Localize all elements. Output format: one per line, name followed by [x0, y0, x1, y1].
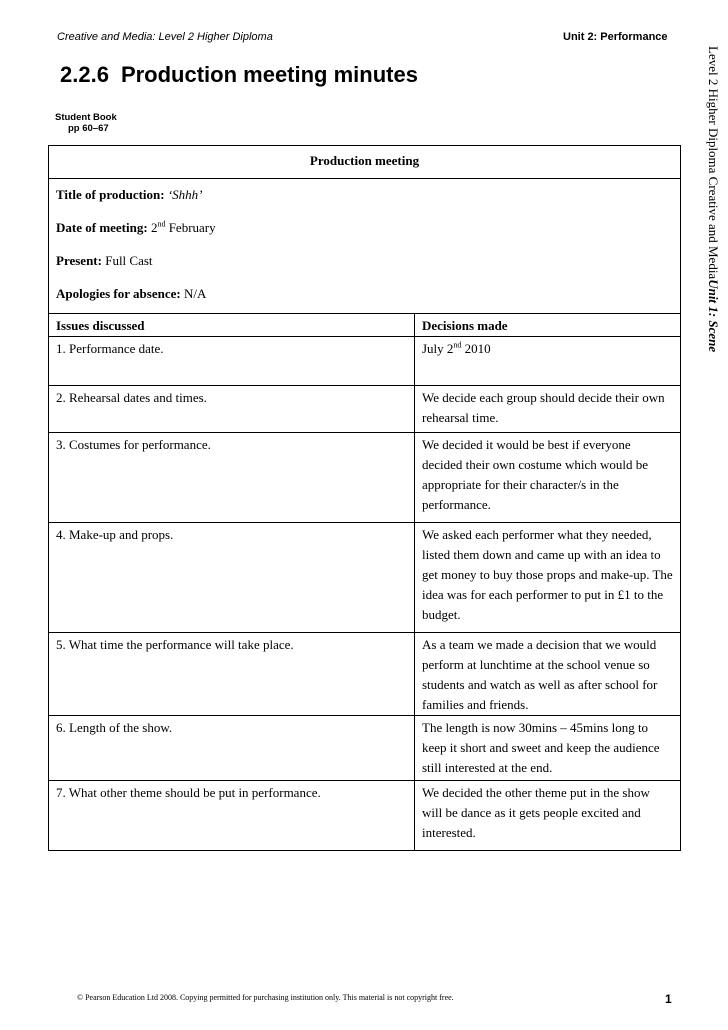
- decision-cell: The length is now 30mins – 45mins long to keep it short and sweet and keep the audience still interested at the end.: [415, 716, 681, 781]
- issue-cell: 4. Make-up and props.: [49, 523, 415, 633]
- present-line: [56, 251, 673, 284]
- decision-cell: We decided the other theme put in the show will be dance as it gets people excited and interested.: [415, 781, 681, 851]
- table-row: [49, 337, 681, 386]
- student-book-label: Student Book: [55, 112, 117, 123]
- decision-date-year: 2010: [464, 341, 491, 356]
- table-row: [49, 781, 681, 851]
- meeting-date-day: 2: [150, 220, 158, 235]
- issue-cell: 6. Length of the show.: [49, 716, 415, 781]
- side-margin-text: [705, 46, 721, 352]
- table-row: [49, 633, 681, 716]
- side-text-normal: Level 2 Higher Diploma Creative and Media: [706, 46, 721, 280]
- form-heading: Production meeting: [49, 146, 681, 179]
- page-title: [60, 62, 418, 88]
- issue-cell: 7. What other theme should be put in performance.: [49, 781, 415, 851]
- production-title-label: Title of production:: [56, 187, 165, 202]
- section-title: Production meeting minutes: [120, 62, 418, 87]
- present-label: Present:: [56, 253, 102, 268]
- column-header-decisions: Decisions made: [415, 314, 681, 337]
- decision-date-suffix: nd: [453, 340, 462, 350]
- meeting-date-line: [56, 218, 673, 251]
- present-value: Full Cast: [105, 253, 153, 268]
- apologies-line: [56, 284, 673, 313]
- student-book-reference: [55, 112, 117, 134]
- decision-cell: As a team we made a decision that we would perform at lunchtime at the school venue so students and watch as well as after school for families and friends.: [415, 633, 681, 716]
- issue-cell: 3. Costumes for performance.: [49, 433, 415, 523]
- section-number: 2.2.6: [60, 62, 109, 87]
- table-row: [49, 716, 681, 781]
- meeting-info: [49, 179, 681, 314]
- table-row: [49, 523, 681, 633]
- side-text-bold: Unit 1: Scene: [706, 279, 721, 353]
- decision-date-day: July 2: [422, 341, 454, 356]
- decision-cell: We decide each group should decide their own rehearsal time.: [415, 386, 681, 433]
- student-book-pages: pp 60–67: [68, 123, 109, 134]
- issue-cell: 1. Performance date.: [49, 337, 415, 386]
- apologies-label: Apologies for absence:: [56, 286, 181, 301]
- running-header-right: Unit 2: Performance: [563, 31, 668, 43]
- production-title-line: [56, 179, 673, 218]
- minutes-table: [48, 145, 681, 851]
- table-row: [49, 386, 681, 433]
- decision-cell: We asked each performer what they needed, listed them down and came up with an idea to get money to buy those props and make-up. The idea was for each performer to put in £1 to the budget.: [415, 523, 681, 633]
- meeting-date-label: Date of meeting:: [56, 220, 148, 235]
- production-title-value: ‘Shhh’: [167, 187, 203, 202]
- issue-cell: 5. What time the performance will take place.: [49, 633, 415, 716]
- running-header-left: Creative and Media: Level 2 Higher Diploma: [57, 31, 273, 43]
- meeting-date-month: February: [168, 220, 216, 235]
- table-row: [49, 433, 681, 523]
- decision-cell: [415, 337, 681, 386]
- meeting-date-suffix: nd: [157, 219, 166, 229]
- apologies-value: N/A: [183, 286, 207, 301]
- copyright-footer: © Pearson Education Ltd 2008. Copying permitted for purchasing institution only. This material is not copyright free.: [77, 993, 454, 1002]
- column-header-issues: Issues discussed: [49, 314, 415, 337]
- decision-cell: We decided it would be best if everyone decided their own costume which would be appropriate for their character/s in the performance.: [415, 433, 681, 523]
- issue-cell: 2. Rehearsal dates and times.: [49, 386, 415, 433]
- page-number: 1: [665, 992, 672, 1006]
